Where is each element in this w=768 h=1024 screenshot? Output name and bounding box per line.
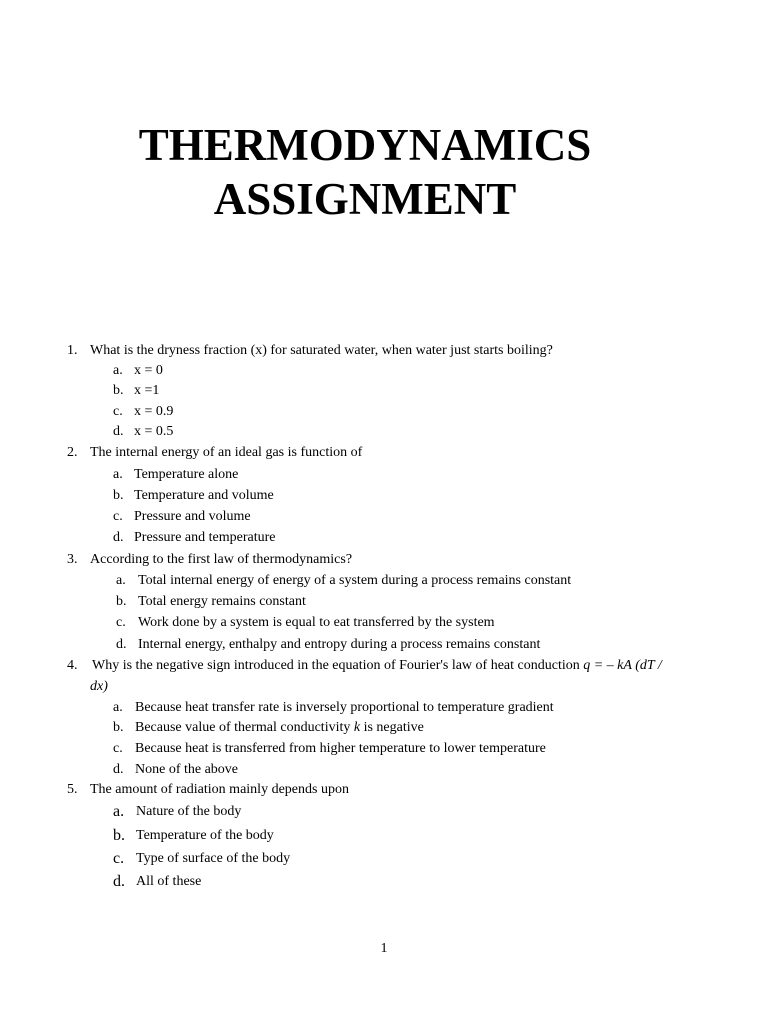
- question-text: According to the first law of thermodynamics?: [90, 552, 353, 567]
- option-letter: b.: [113, 720, 124, 735]
- question-number: 2.: [67, 445, 78, 460]
- title-line-1: THERMODYNAMICS: [138, 120, 592, 170]
- option-text: Total energy remains constant: [138, 594, 306, 609]
- page-number: 1: [380, 941, 388, 956]
- question-text: The internal energy of an ideal gas is function of: [90, 445, 363, 460]
- option-letter: d.: [113, 762, 124, 777]
- option-letter: a.: [113, 700, 123, 715]
- document-title: [0, 118, 730, 226]
- option-letter: c.: [113, 850, 125, 867]
- option-text: Pressure and volume: [134, 509, 251, 524]
- option-text: [135, 718, 424, 738]
- option-text: Type of surface of the body: [136, 851, 291, 866]
- question-text-line-1: [92, 656, 662, 676]
- question-number: 4.: [67, 658, 78, 673]
- option-letter: b.: [113, 827, 125, 844]
- option-letter: a.: [116, 573, 126, 588]
- option-text: x = 0: [134, 363, 163, 378]
- option-letter: a.: [113, 803, 125, 820]
- option-text: Temperature of the body: [136, 828, 274, 843]
- fourier-equation: q = – kA (dT /: [583, 658, 662, 673]
- option-letter: a.: [113, 363, 123, 378]
- option-text-after: is negative: [363, 720, 424, 735]
- option-text: All of these: [136, 874, 202, 889]
- option-letter: c.: [113, 404, 123, 419]
- option-text: Temperature alone: [134, 467, 239, 482]
- option-letter: d.: [116, 637, 127, 652]
- option-text: x = 0.5: [134, 424, 174, 439]
- option-text-before: Because value of thermal conductivity: [135, 720, 351, 735]
- option-text: Because heat transfer rate is inversely proportional to temperature gradient: [135, 700, 554, 715]
- question-text: The amount of radiation mainly depends upon: [90, 782, 349, 797]
- fourier-equation-continued: dx): [90, 679, 108, 694]
- option-text: Temperature and volume: [134, 488, 274, 503]
- option-letter: d.: [113, 873, 125, 890]
- question-number: 3.: [67, 552, 78, 567]
- option-text: Nature of the body: [136, 804, 242, 819]
- option-text: Because heat is transferred from higher temperature to lower temperature: [135, 741, 546, 756]
- option-letter: c.: [113, 741, 123, 756]
- conductivity-symbol: k: [353, 720, 361, 735]
- question-number: 5.: [67, 782, 78, 797]
- title-line-2: ASSIGNMENT: [213, 174, 517, 224]
- question-text: What is the dryness fraction (x) for saturated water, when water just starts boiling?: [90, 343, 553, 358]
- option-letter: b.: [113, 488, 124, 503]
- option-letter: d.: [113, 424, 124, 439]
- question-number: 1.: [67, 343, 78, 358]
- option-text: Total internal energy of energy of a system during a process remains constant: [138, 573, 572, 588]
- option-letter: b.: [116, 594, 127, 609]
- option-text: x =1: [134, 383, 160, 398]
- option-letter: d.: [113, 530, 124, 545]
- option-text: None of the above: [135, 762, 239, 777]
- option-letter: b.: [113, 383, 124, 398]
- option-text: Work done by a system is equal to eat transferred by the system: [138, 615, 495, 630]
- option-text: x = 0.9: [134, 404, 174, 419]
- option-letter: c.: [116, 615, 126, 630]
- option-text: Pressure and temperature: [134, 530, 276, 545]
- question-text: Why is the negative sign introduced in the equation of Fourier's law of heat conduction: [92, 658, 580, 673]
- option-letter: a.: [113, 467, 123, 482]
- option-text: Internal energy, enthalpy and entropy during a process remains constant: [138, 637, 541, 652]
- option-letter: c.: [113, 509, 123, 524]
